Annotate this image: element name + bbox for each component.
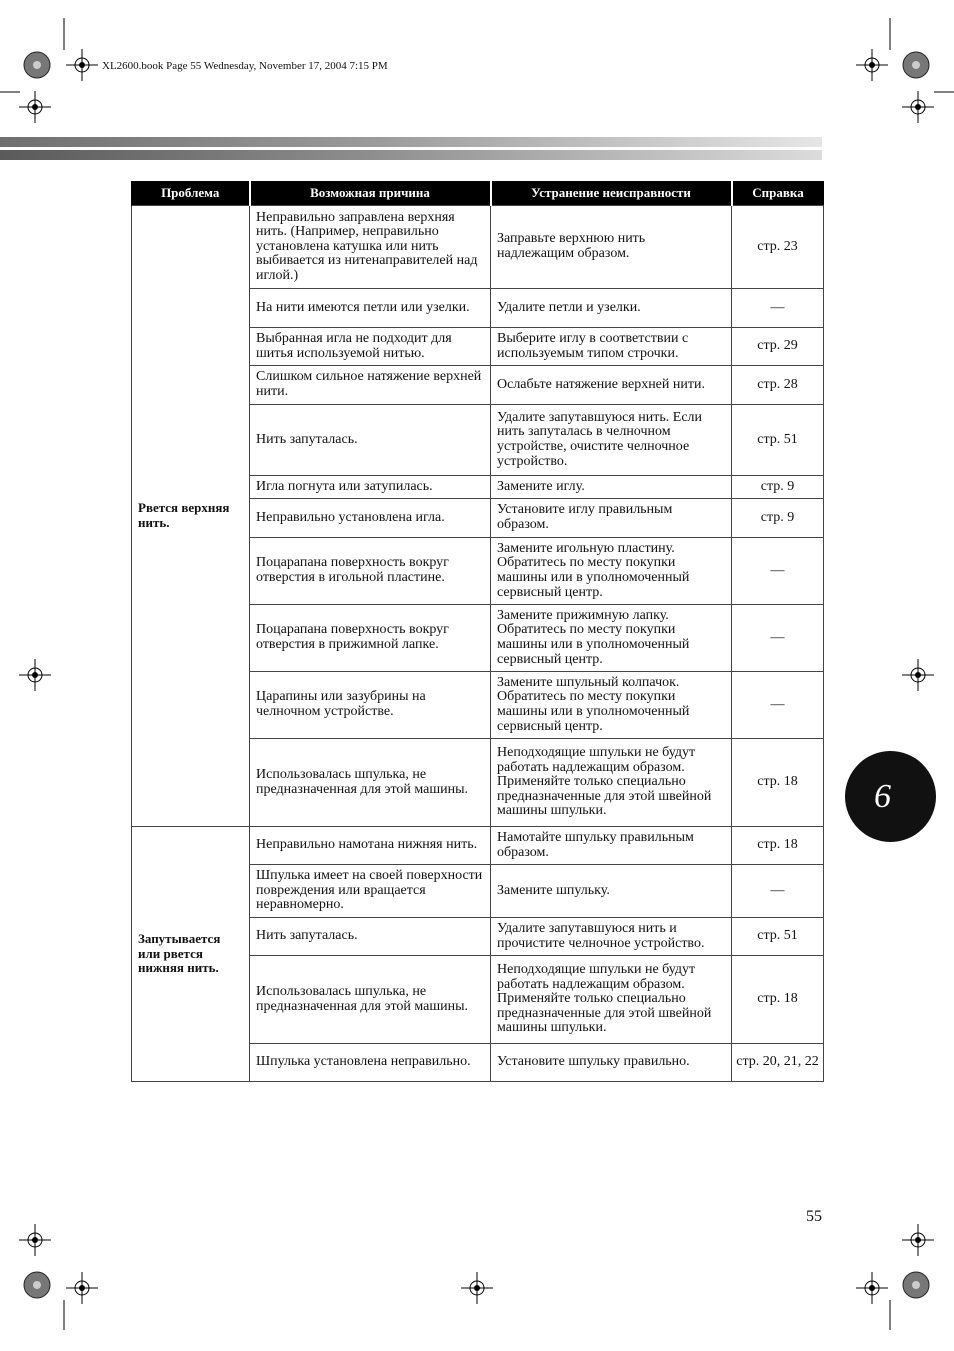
header-bar-top bbox=[0, 137, 822, 147]
remedy-cell: Замените прижимную лапку. Обратитесь по месту покупки машины или в уполномоченный сервисный центр. bbox=[491, 605, 732, 672]
remedy-cell: Выберите иглу в соответствии с используемым типом строчки. bbox=[491, 328, 732, 366]
table-row bbox=[132, 206, 824, 289]
reference-cell: стр. 51 bbox=[732, 918, 824, 956]
remedy-cell: Замените шпульный колпачок. Обратитесь по месту покупки машины или в уполномоченный сервисный центр. bbox=[491, 672, 732, 739]
cause-cell: Выбранная игла не подходит для шитья используемой нитью. bbox=[250, 328, 491, 366]
cause-cell: Неправильно заправлена верхняя нить. (Например, неправильно установлена катушка или нить выбивается из нитенаправителей над иглой.) bbox=[250, 206, 491, 289]
remedy-cell: Замените иглу. bbox=[491, 476, 732, 499]
cause-cell: Слишком сильное натяжение верхней нити. bbox=[250, 366, 491, 405]
header-bar-bottom bbox=[0, 150, 822, 160]
cause-cell: Шпулька имеет на своей поверхности повреждения или вращается неравномерно. bbox=[250, 865, 491, 918]
remedy-cell: Удалите петли и узелки. bbox=[491, 289, 732, 328]
header-cause: Возможная причина bbox=[250, 181, 491, 206]
remedy-cell: Установите шпульку правильно. bbox=[491, 1044, 732, 1082]
cause-cell: Поцарапана поверхность вокруг отверстия в игольной пластине. bbox=[250, 538, 491, 605]
remedy-cell: Ослабьте натяжение верхней нити. bbox=[491, 366, 732, 405]
print-header: XL2600.book Page 55 Wednesday, November 17, 2004 7:15 PM bbox=[102, 60, 388, 72]
reference-cell: стр. 23 bbox=[732, 206, 824, 289]
cause-cell: Шпулька установлена неправильно. bbox=[250, 1044, 491, 1082]
reference-cell: — bbox=[732, 672, 824, 739]
cause-cell: Нить запуталась. bbox=[250, 918, 491, 956]
reference-cell: стр. 18 bbox=[732, 739, 824, 827]
remedy-cell: Замените шпульку. bbox=[491, 865, 732, 918]
page-number: 55 bbox=[806, 1208, 822, 1225]
troubleshooting-table bbox=[131, 181, 824, 1082]
remedy-cell: Заправьте верхнюю нить надлежащим образом. bbox=[491, 206, 732, 289]
reference-cell: стр. 9 bbox=[732, 476, 824, 499]
problem-cell: Запутывается или рвется нижняя нить. bbox=[132, 827, 250, 1082]
cause-cell: Нить запуталась. bbox=[250, 405, 491, 476]
cause-cell: Неправильно установлена игла. bbox=[250, 499, 491, 538]
reference-cell: стр. 18 bbox=[732, 956, 824, 1044]
reference-cell: стр. 20, 21, 22 bbox=[732, 1044, 824, 1082]
chapter-tab: 6 bbox=[845, 751, 936, 842]
cause-cell: Использовалась шпулька, не предназначенная для этой машины. bbox=[250, 739, 491, 827]
cause-cell: На нити имеются петли или узелки. bbox=[250, 289, 491, 328]
cause-cell: Неправильно намотана нижняя нить. bbox=[250, 827, 491, 865]
remedy-cell: Неподходящие шпульки не будут работать надлежащим образом. Применяйте только специально предназначенные для этой швейной машины шпульки. bbox=[491, 956, 732, 1044]
remedy-cell: Удалите запутавшуюся нить. Если нить запуталась в челночном устройстве, очистите челночное устройство. bbox=[491, 405, 732, 476]
remedy-cell: Намотайте шпульку правильным образом. bbox=[491, 827, 732, 865]
remedy-cell: Неподходящие шпульки не будут работать надлежащим образом. Применяйте только специально предназначенные для этой швейной машины шпульки. bbox=[491, 739, 732, 827]
cause-cell: Поцарапана поверхность вокруг отверстия в прижимной лапке. bbox=[250, 605, 491, 672]
reference-cell: стр. 29 bbox=[732, 328, 824, 366]
cause-cell: Использовалась шпулька, не предназначенная для этой машины. bbox=[250, 956, 491, 1044]
remedy-cell: Удалите запутавшуюся нить и прочистите челночное устройство. bbox=[491, 918, 732, 956]
problem-cell: Рвется верхняя нить. bbox=[132, 206, 250, 827]
reference-cell: — bbox=[732, 865, 824, 918]
cause-cell: Царапины или зазубрины на челночном устройстве. bbox=[250, 672, 491, 739]
reference-cell: — bbox=[732, 289, 824, 328]
reference-cell: стр. 51 bbox=[732, 405, 824, 476]
remedy-cell: Установите иглу правильным образом. bbox=[491, 499, 732, 538]
reference-cell: — bbox=[732, 538, 824, 605]
reference-cell: стр. 28 bbox=[732, 366, 824, 405]
header-reference: Справка bbox=[732, 181, 824, 206]
table-header-row bbox=[132, 181, 824, 206]
header-remedy: Устранение неисправности bbox=[491, 181, 732, 206]
header-problem: Проблема bbox=[132, 181, 250, 206]
table-row bbox=[132, 827, 824, 865]
remedy-cell: Замените игольную пластину. Обратитесь по месту покупки машины или в уполномоченный сервисный центр. bbox=[491, 538, 732, 605]
cause-cell: Игла погнута или затупилась. bbox=[250, 476, 491, 499]
reference-cell: стр. 9 bbox=[732, 499, 824, 538]
reference-cell: стр. 18 bbox=[732, 827, 824, 865]
reference-cell: — bbox=[732, 605, 824, 672]
